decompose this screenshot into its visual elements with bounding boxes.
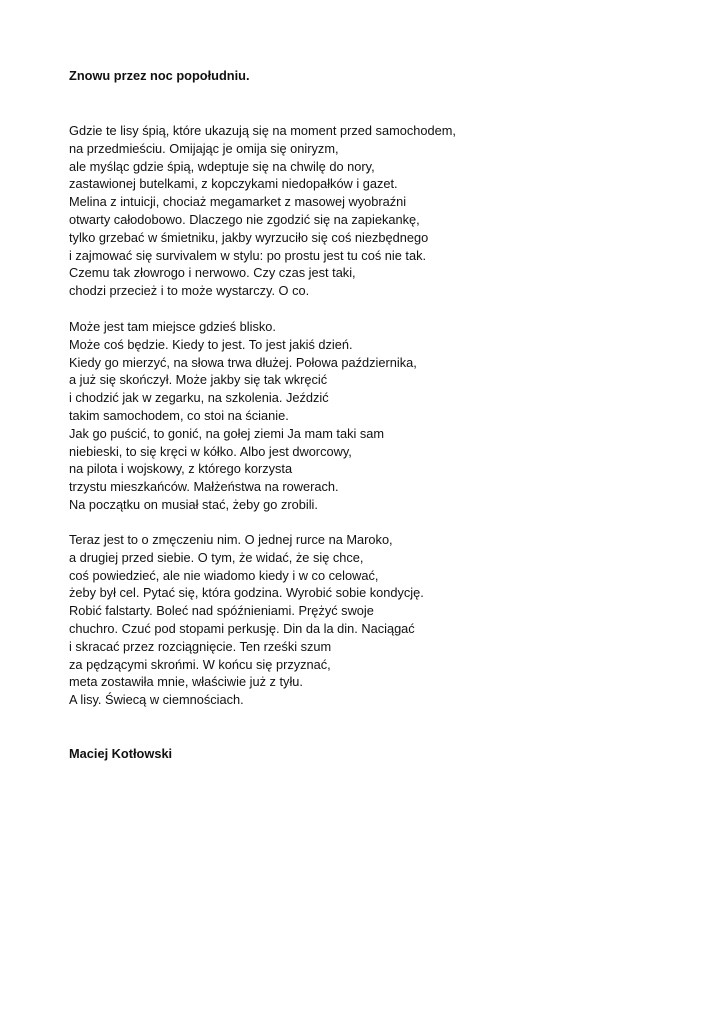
- poem-line: i skracać przez rozciągnięcie. Ten rześki szum: [69, 638, 332, 654]
- poem-line: za pędzącymi skrońmi. W końcu się przyznać,: [69, 656, 331, 672]
- poem-line: Może jest tam miejsce gdzieś blisko.: [69, 319, 276, 334]
- poem-line: ale myśląc gdzie śpią, wdeptuje się na chwilę do nory,: [69, 158, 375, 174]
- poem-line: coś powiedzieć, ale nie wiadomo kiedy i w co celować,: [69, 567, 379, 583]
- poem-line: otwarty całodobowo. Dlaczego nie zgodzić się na zapiekankę,: [69, 211, 420, 227]
- poem-line: i chodzić jak w zegarku, na szkolenia. Jeździć: [69, 390, 329, 406]
- poem-line: na pilota i wojskowy, z którego korzysta: [69, 461, 293, 477]
- poem-line: Teraz jest to o zmęczeniu nim. O jednej rurce na Maroko,: [69, 532, 393, 547]
- poem-line: Gdzie te lisy śpią, które ukazują się na moment przed samochodem,: [69, 123, 456, 138]
- stanza-2: [69, 318, 417, 514]
- poem-line: trzystu mieszkańców. Małżeństwa na rowerach.: [69, 479, 339, 495]
- poem-line: a już się skończył. Może jakby się tak wkręcić: [69, 372, 328, 388]
- poem-line: tylko grzebać w śmietniku, jakby wyrzuciło się coś niezbędnego: [69, 229, 429, 245]
- poem-line: Czemu tak złowrogo i nerwowo. Czy czas jest taki,: [69, 265, 356, 281]
- stanza-3: [69, 531, 424, 709]
- poem-line: i zajmować się survivalem w stylu: po prostu jest tu coś nie tak.: [69, 247, 427, 263]
- poem-title: Znowu przez noc popołudniu.: [69, 68, 250, 83]
- poem-line: Kiedy go mierzyć, na słowa trwa dłużej. Połowa października,: [69, 354, 417, 370]
- poem-line: chodzi przecież i to może wystarczy. O co.: [69, 283, 310, 299]
- poem-line: Jak go puścić, to gonić, na gołej ziemi Ja mam taki sam: [69, 425, 385, 441]
- poem-line: zastawionej butelkami, z kopczykami niedopałków i gazet.: [69, 176, 398, 192]
- stanza-1: [69, 122, 456, 300]
- poem-line: Na początku on musiał stać, żeby go zrobili.: [69, 496, 318, 512]
- poem-line: Melina z intuicji, chociaż megamarket z masowej wyobraźni: [69, 194, 407, 210]
- poem-line: niebieski, to się kręci w kółko. Albo jest dworcowy,: [69, 443, 352, 459]
- poem-line: a drugiej przed siebie. O tym, że widać, że się chce,: [69, 549, 364, 565]
- poem-line: A lisy. Świecą w ciemnościach.: [69, 692, 244, 708]
- poem-line: żeby był cel. Pytać się, która godzina. Wyrobić sobie kondycję.: [69, 585, 424, 601]
- poem-line: Może coś będzie. Kiedy to jest. To jest jakiś dzień.: [69, 336, 353, 352]
- poem-line: takim samochodem, co stoi na ścianie.: [69, 407, 289, 423]
- author-name: Maciej Kotłowski: [69, 746, 173, 761]
- poem-line: na przedmieściu. Omijając je omija się oniryzm,: [69, 140, 339, 156]
- poem-line: Robić falstarty. Boleć nad spóźnieniami. Prężyć swoje: [69, 603, 374, 619]
- poem-line: meta zostawiła mnie, właściwie już z tyłu.: [69, 674, 303, 690]
- poem-line: chuchro. Czuć pod stopami perkusję. Din da la din. Naciągać: [69, 620, 415, 636]
